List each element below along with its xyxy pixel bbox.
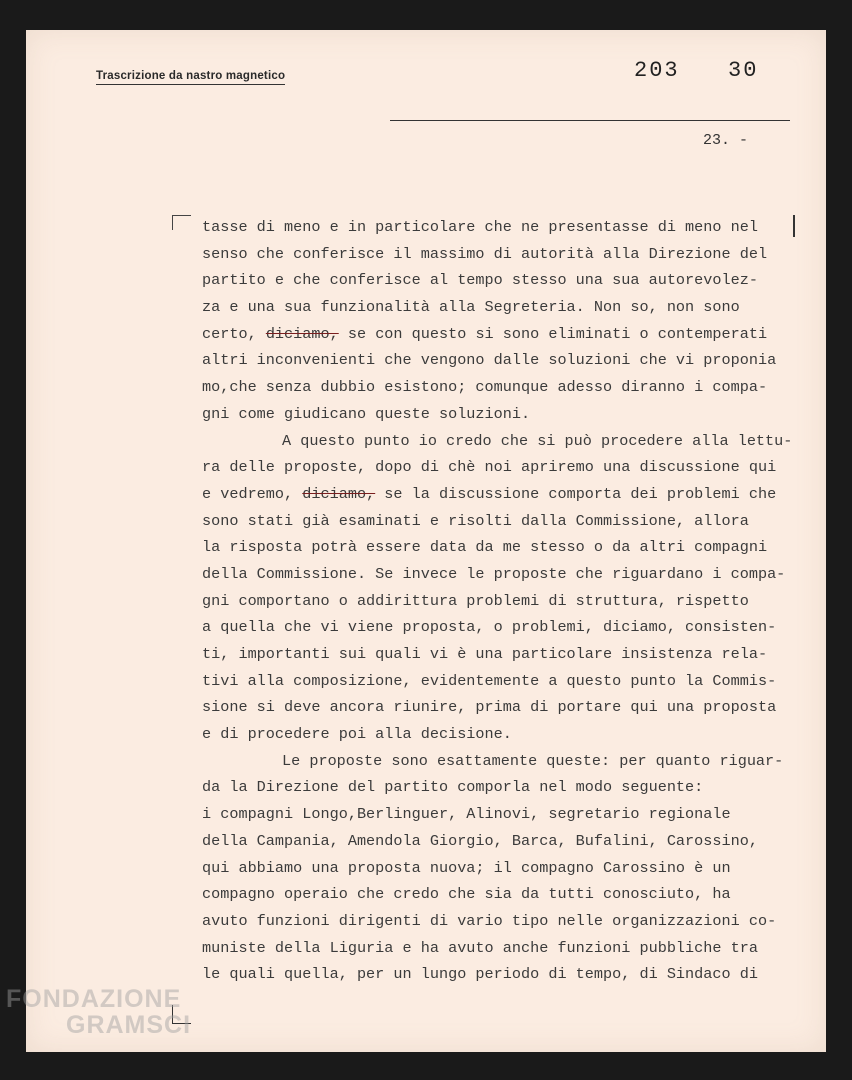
text-fragment: se con questo si sono eliminati o contemperati xyxy=(338,324,768,343)
text-line: mo,che senza dubbio esistono; comunque adesso diranno i compa- xyxy=(202,378,768,397)
text-line: gni come giudicano queste soluzioni. xyxy=(202,404,531,423)
text-line: i compagni Longo,Berlinguer, Alinovi, segretario regionale xyxy=(202,805,731,824)
text-line: da la Direzione del partito comporla nel modo seguente: xyxy=(202,778,704,797)
text-line: le quali quella, per un lungo periodo di tempo, di Sindaco di xyxy=(202,965,758,984)
text-line: muniste della Liguria e ha avuto anche funzioni pubbliche tra xyxy=(202,938,758,957)
text-fragment: certo, xyxy=(202,324,266,343)
top-left-bracket-mark xyxy=(172,215,191,230)
text-line: e di procedere poi alla decisione. xyxy=(202,725,512,744)
header-label: Trascrizione da nastro magnetico xyxy=(96,70,285,85)
text-line: senso che conferisce il massimo di autorità alla Direzione del xyxy=(202,244,768,263)
text-line: za e una sua funzionalità alla Segreteria. Non so, non sono xyxy=(202,298,740,317)
text-fragment: se la discussione comporta dei problemi che xyxy=(375,484,777,503)
watermark-line-1: FONDAZIONE xyxy=(6,985,182,1013)
text-line: partito e che conferisce al tempo stesso una sua autorevolez- xyxy=(202,271,758,290)
text-line: della Commissione. Se invece le proposte che riguardano i compa- xyxy=(202,564,786,583)
page-number-b: 30 xyxy=(728,58,759,83)
header-rule xyxy=(390,120,790,121)
text-line: Le proposte sono esattamente queste: per quanto riguar- xyxy=(282,751,784,770)
struck-word: diciamo, xyxy=(265,324,339,343)
text-line: sono stati già esaminati e risolti dalla Commissione, allora xyxy=(202,511,749,530)
text-line: tasse di meno e in particolare che ne presentasse di meno nel xyxy=(202,218,758,236)
text-line: ti, importanti sui quali vi è una particolare insistenza rela- xyxy=(202,645,768,663)
watermark-line-2: GRAMSCI xyxy=(66,1011,192,1039)
page-number-a: 203 xyxy=(634,58,680,83)
text-line: A questo punto io credo che si può procedere alla lettu- xyxy=(282,431,793,450)
text-line: avuto funzioni dirigenti di vario tipo nelle organizzazioni co- xyxy=(202,911,777,930)
text-line: compagno operaio che credo che sia da tutti conosciuto, ha xyxy=(202,885,731,904)
text-fragment: e vedremo, xyxy=(202,484,303,503)
text-line: a quella che vi viene proposta, o problemi, diciamo, consisten- xyxy=(202,618,777,637)
text-line: ra delle proposte, dopo di chè noi apriremo una discussione qui xyxy=(202,458,777,477)
struck-word: diciamo, xyxy=(302,484,376,503)
text-line: gni comportano o addirittura problemi di struttura, rispetto xyxy=(202,591,749,610)
text-line xyxy=(202,321,822,348)
text-line: qui abbiamo una proposta nuova; il compagno Carossino è un xyxy=(202,858,731,877)
text-line: sione si deve ancora riunire, prima di portare qui una proposta xyxy=(202,698,777,717)
text-line: la risposta potrà essere data da me stesso o da altri compagni xyxy=(202,538,768,557)
watermark-logo xyxy=(6,986,191,1038)
text-line: della Campania, Amendola Giorgio, Barca, Bufalini, Carossino, xyxy=(202,831,758,850)
document-page xyxy=(26,30,826,1052)
body-text xyxy=(202,214,822,988)
text-line xyxy=(202,481,822,508)
sheet-number: 23. - xyxy=(703,132,749,149)
text-line: tivi alla composizione, evidentemente a questo punto la Commis- xyxy=(202,671,777,690)
text-line: altri inconvenienti che vengono dalle soluzioni che vi proponia xyxy=(202,351,777,370)
